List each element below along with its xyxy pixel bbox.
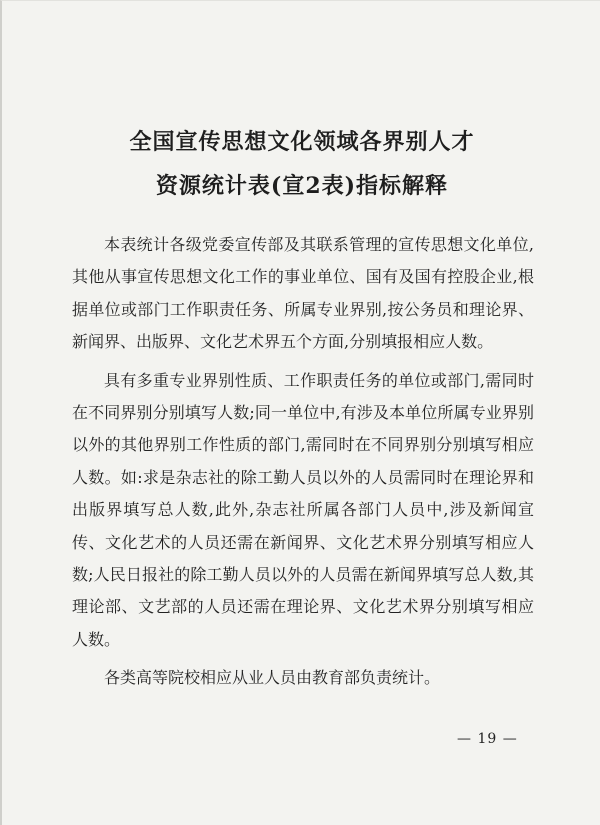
paragraph-scope: 本表统计各级党委宣传部及其联系管理的宣传思想文化单位,其他从事宣传思想文化工作的事业单位、国有及国有控股企业,根据单位或部门工作职责任务、所属专业界别,按公务员和理论界、新闻界、出版界、文化艺术界五个方面,分别填报相应人数。	[72, 235, 534, 352]
page-number: — 19 —	[457, 731, 518, 747]
document-title-line-1: 全国宣传思想文化领域各界别人才	[129, 129, 475, 155]
document-title-line-2: 资源统计表(宣2表)指标解释	[155, 173, 449, 199]
paragraph-universities: 各类高等院校相应从业人员由教育部负责统计。	[104, 668, 441, 688]
paragraph-multiple-categories: 具有多重专业界别性质、工作职责任务的单位或部门,需同时在不同界别分别填写人数;同一单位中,有涉及本单位所属专业界别以外的其他界别工作性质的部门,需同时在不同界别分别填写相应人数。如:求是杂志社的除工勤人员以外的人员需同时在理论界和出版界填写总人数,此外,杂志社所属各部门人员中,涉及新闻宣传、文化艺术的人员还需在新闻界、文化艺术界分别填写相应人数;人民日报社的除工勤人员以外的人员需在新闻界填写总人数,其理论部、文艺部的人员还需在理论界、文化艺术界分别填写相应人数。	[72, 370, 534, 649]
document-body	[72, 229, 534, 701]
